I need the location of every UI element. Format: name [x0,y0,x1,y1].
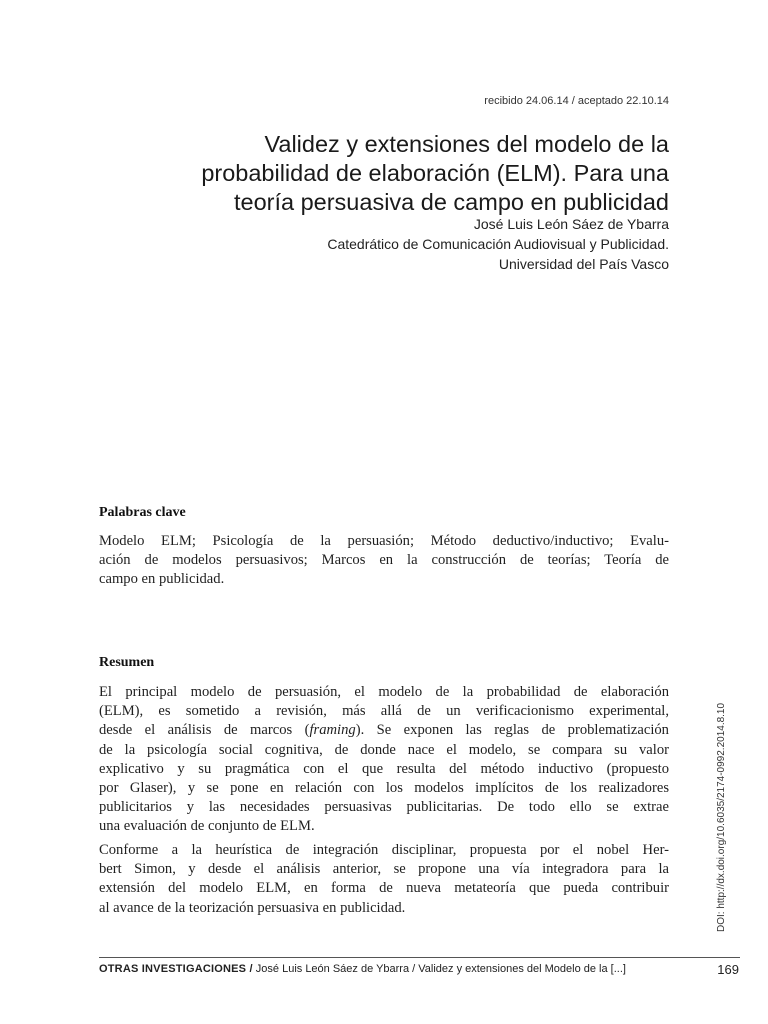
doi-sidebar [716,692,728,932]
abstract-text: desde el análisis de marcos ( [99,722,310,739]
title-line: teoría persuasiva de campo en publicidad [233,188,669,215]
abstract-line: El principal modelo de persuasión, el modelo de la probabilidad de elaboración [99,684,669,700]
author-affiliation: Universidad del País Vasco [498,256,669,272]
abstract-heading: Resumen [99,655,155,670]
doi-link[interactable]: DOI: http://dx.doi.org/10.6035/2174-0992.2014.8.10 [716,702,727,932]
abstract-line: extensión del modelo ELM, en forma de nueva metateoría que pueda contribuir [99,880,669,897]
author-affiliation: Catedrático de Comunicación Audiovisual y Publicidad. [327,236,669,252]
abstract-line: bert Simon, y desde el análisis anterior, se propone una vía integradora para la [99,861,669,878]
title-line: probabilidad de elaboración (ELM). Para una [201,159,669,186]
abstract-line: una evaluación de conjunto de ELM. [99,818,315,835]
keywords-text [99,532,669,590]
article-title [149,130,669,217]
running-footer [99,963,740,975]
received-accepted-dates: recibido 24.06.14 / aceptado 22.10.14 [484,95,669,107]
abstract-text: ). Se exponen las reglas de problematización [355,722,669,739]
abstract-line [99,721,669,740]
abstract-line: publicitarios y las necesidades persuasivas publicitarias. De todo ello se extrae [99,799,669,816]
author-name: José Luis León Sáez de Ybarra [473,216,669,232]
page-number: 169 [717,962,739,977]
keywords-line: campo en publicidad. [99,571,225,588]
title-line: Validez y extensiones del modelo de la [264,130,669,157]
keywords-heading: Palabras clave [99,505,186,520]
abstract-paragraph-1 [99,683,669,837]
keywords-line: Modelo ELM; Psicología de la persuasión; Método deductivo/inductivo; Evalu- [99,533,669,549]
abstract-line: Conforme a la heurística de integración disciplinar, propuesta por el nobel Her- [99,842,669,858]
abstract-line: (ELM), es sometido a revisión, más allá de un verificacionismo experimental, [99,703,669,720]
abstract-line: de la psicología social cognitiva, de donde nace el modelo, se compara su valor [99,741,669,758]
abstract-line: al avance de la teorización persuasiva en publicidad. [99,899,406,916]
author-block [169,214,669,274]
framing-term: framing [309,722,356,739]
footer-section-label: OTRAS INVESTIGACIONES / [99,963,253,975]
abstract-line: por Glaser), y se pone en relación con los modelos implícitos de los realizadores [99,780,669,797]
keywords-line: ación de modelos persuasivos; Marcos en la construcción de teorías; Teoría de [99,552,669,569]
footer-running-title: José Luis León Sáez de Ybarra / Validez y extensiones del Modelo de la [...] [252,963,626,975]
abstract-paragraph-2 [99,841,669,918]
footer-divider [99,957,740,958]
abstract-line: explicativo y su pragmática con el que resulta del método inductivo (propuesto [99,760,669,777]
